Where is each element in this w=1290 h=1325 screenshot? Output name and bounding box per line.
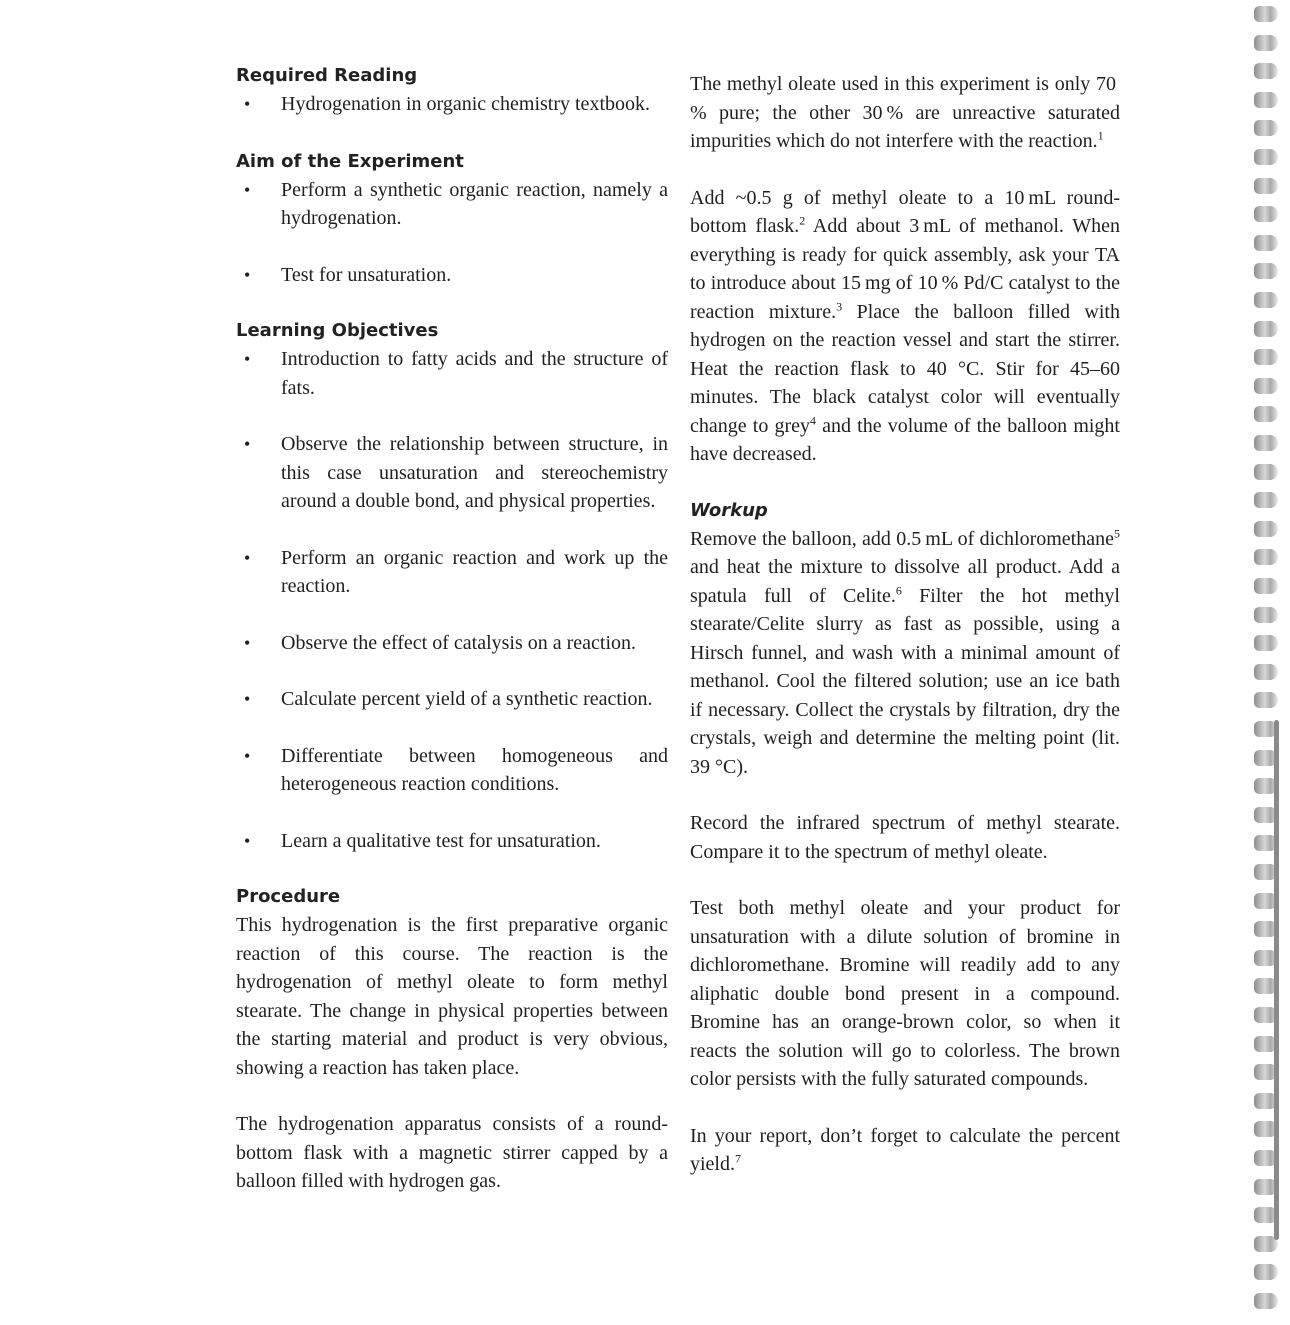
list-item: • Introduction to fatty acids and the structure of fats. (236, 345, 668, 402)
binding-ring-icon (1254, 1293, 1278, 1309)
bullet-icon: • (244, 94, 251, 114)
list-item: • Differentiate between homogeneous and heterogeneous reaction conditions. (236, 742, 668, 799)
bullet-icon: • (244, 349, 251, 369)
required-reading-list (236, 90, 668, 119)
workup-heading: Workup (690, 499, 768, 521)
objectives-list (236, 345, 668, 855)
binding-ring-icon (1254, 435, 1278, 451)
binding-ring-icon (1254, 578, 1278, 594)
footnote-ref: 6 (895, 582, 902, 597)
right-column (690, 70, 1120, 1179)
bullet-icon: • (244, 264, 251, 285)
binding-ring-icon (1254, 120, 1278, 136)
objectives-heading: Learning Objectives (236, 320, 439, 341)
bullet-icon: • (244, 689, 251, 709)
footnote-ref: 7 (735, 1151, 741, 1166)
binding-ring-icon (1254, 635, 1278, 651)
ir-paragraph: Record the infrared spectrum of methyl stearate. Compare it to the spectrum of methyl oleate. (690, 812, 1120, 863)
binding-ring-icon (1254, 63, 1278, 79)
procedure-paragraph-2: The hydrogenation apparatus consists of a round-bottom flask with a magnetic stirrer capped by a balloon filled with hydrogen gas. (236, 1113, 668, 1192)
binding-ring-icon (1254, 378, 1278, 394)
bullet-icon: • (244, 547, 251, 568)
list-item: • Observe the relationship between structure, in this case unsaturation and stereochemistry around a double bond, and physical properties. (236, 430, 668, 516)
binding-ring-icon (1254, 35, 1278, 51)
workup-paragraph: Remove the balloon, add 0.5 mL of dichloromethane$^5$ and heat the mixture to dissolve all product. Add a spatula full of Celite.$^6$ Filter the hot methyl stearate/Celite slurry as fast as possible, using a Hirsch funnel, and wash with a minimal amount of methanol. Cool the filtered solution; use an ice bath if necessary. Collect the crystals by filtration, dry the crystals, weigh and determine the melting point (lit. 39 °C). (690, 525, 1120, 778)
footnote-ref: 4 (810, 412, 816, 427)
purity-paragraph: The methyl oleate used in this experiment is only 70 % pure; the other 30 % are unreactive saturated impurities which do not interfere with the reaction.$^1$ (690, 73, 1120, 152)
binding-ring-icon (1254, 492, 1278, 508)
binding-ring-icon (1254, 692, 1278, 708)
binding-ring-icon (1254, 664, 1278, 680)
bullet-icon: • (244, 434, 251, 454)
procedure-paragraph-1: This hydrogenation is the first preparative organic reaction of this course. The reaction is the hydrogenation of methyl oleate to form methyl stearate. The change in physical properties between the starting material and product is very obvious, showing a reaction has taken place. (236, 914, 668, 1079)
binding-ring-icon (1254, 549, 1278, 565)
required-reading-heading: Required Reading (236, 65, 418, 86)
binding-ring-icon (1254, 321, 1278, 337)
bullet-icon: • (244, 179, 251, 200)
footnote-ref: 5 (1114, 525, 1120, 540)
bullet-icon: • (244, 632, 251, 653)
report-paragraph: In your report, don’t forget to calculate the percent yield.$^7$ (690, 1124, 1120, 1175)
reaction-paragraph: Add ~0.5 g of methyl oleate to a 10 mL round-bottom flask.$^2$ Add about 3 mL of methanol. When everything is ready for quick assembly, ask your TA to introduce about 15 mg of 10 % Pd/C catalyst to the reaction mixture.$^3$ Place the balloon filled with hydrogen on the reaction vessel and start the stirrer. Heat the reaction flask to 40 °C. Stir for 45–60 minutes. The black catalyst color will eventually change to grey$^4$ and the volume of the balloon might have decreased. (690, 186, 1121, 465)
list-item: • Observe the effect of catalysis on a reaction. (236, 629, 668, 658)
binding-ring-icon (1254, 263, 1278, 279)
binding-ring-icon (1254, 349, 1278, 365)
aim-list (236, 176, 668, 290)
binding-ring-icon (1254, 1264, 1278, 1280)
binding-ring-icon (1254, 521, 1278, 537)
footnote-ref: 1 (1097, 128, 1104, 143)
binding-ring-icon (1254, 206, 1278, 222)
list-item: • Calculate percent yield of a synthetic reaction. (236, 685, 668, 714)
list-item: • Perform a synthetic organic reaction, namely a hydrogenation. (236, 176, 668, 233)
aim-heading: Aim of the Experiment (236, 150, 464, 172)
list-item: • Test for unsaturation. (236, 261, 668, 290)
left-column (236, 62, 668, 1196)
bullet-icon: • (244, 830, 251, 851)
binding-ring-icon (1254, 292, 1278, 308)
binding-ring-icon (1254, 149, 1278, 165)
binding-ring-icon (1254, 6, 1278, 22)
binding-ring-icon (1254, 607, 1278, 623)
list-item: • Perform an organic reaction and work up the reaction. (236, 544, 668, 601)
page-edge (1274, 720, 1279, 1240)
binding-ring-icon (1254, 178, 1278, 194)
footnote-ref: 3 (836, 298, 843, 313)
footnote-ref: 2 (799, 213, 806, 228)
spiral-binding (1248, 0, 1290, 1325)
binding-ring-icon (1254, 406, 1278, 422)
procedure-heading: Procedure (236, 886, 341, 907)
list-item: • Hydrogenation in organic chemistry textbook. (236, 90, 668, 119)
bullet-icon: • (244, 745, 251, 766)
binding-ring-icon (1254, 464, 1278, 480)
binding-ring-icon (1254, 92, 1278, 108)
binding-ring-icon (1254, 235, 1278, 251)
list-item: • Learn a qualitative test for unsaturation. (236, 827, 668, 856)
bromine-test-paragraph: Test both methyl oleate and your product for unsaturation with a dilute solution of bromine in dichloromethane. Bromine will readily add to any aliphatic double bond present in a compound. Bromine has an orange-brown color, so when it reacts the solution will go to colorless. The brown color persists with the fully saturated compounds. (690, 897, 1120, 1090)
